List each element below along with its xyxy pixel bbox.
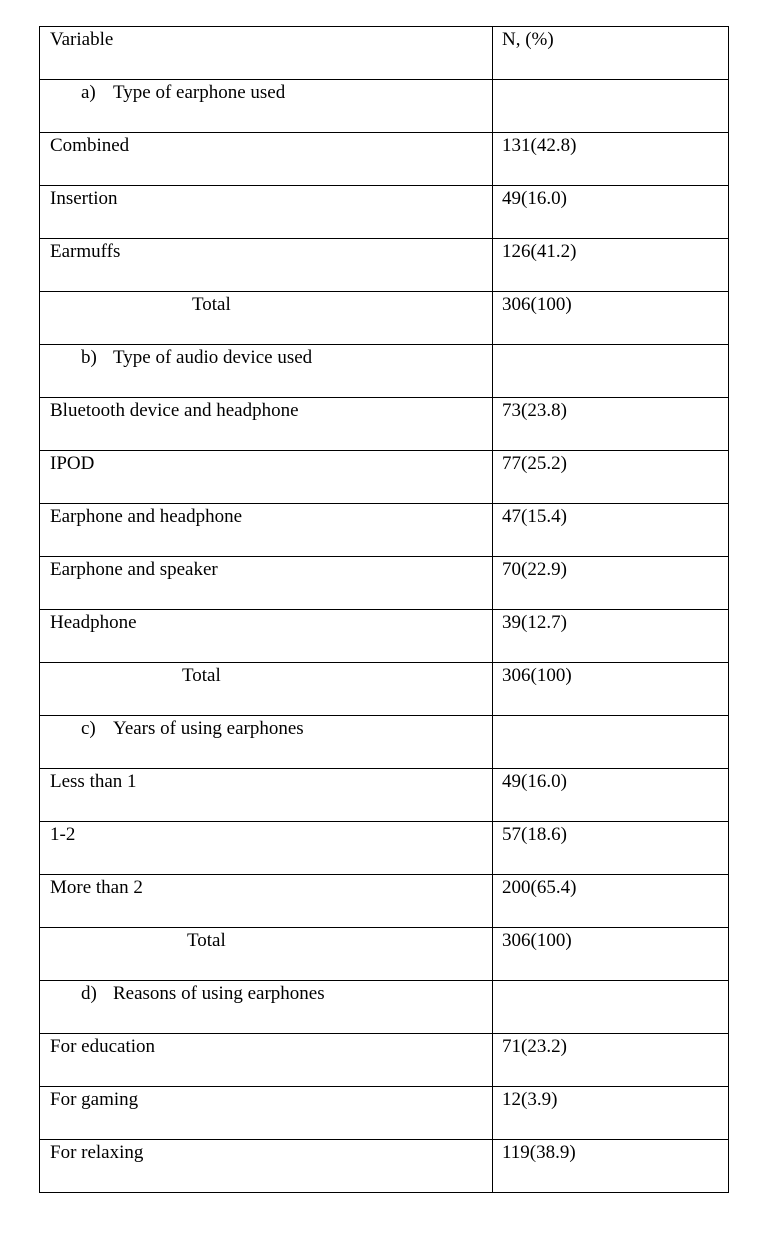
table-row <box>40 875 729 928</box>
row-label-cell <box>40 769 493 822</box>
row-value: 70(22.9) <box>502 559 567 580</box>
total-value-cell <box>493 928 729 981</box>
table-row <box>40 398 729 451</box>
row-label-cell <box>40 504 493 557</box>
section-heading-cell <box>40 981 493 1034</box>
section-heading-value-cell <box>493 80 729 133</box>
section-heading-row <box>40 80 729 133</box>
table-row <box>40 133 729 186</box>
row-value-cell <box>493 610 729 663</box>
section-heading-value <box>493 345 728 347</box>
row-label-cell <box>40 822 493 875</box>
row-label-cell <box>40 133 493 186</box>
row-value-cell <box>493 398 729 451</box>
row-label-cell <box>40 186 493 239</box>
total-value: 306(100) <box>502 294 572 315</box>
row-label: IPOD <box>50 453 95 474</box>
section-title: Reasons of using earphones <box>113 983 325 1004</box>
total-label-cell <box>40 292 493 345</box>
total-row <box>40 928 729 981</box>
row-label: More than 2 <box>50 877 143 898</box>
table-row <box>40 239 729 292</box>
section-heading <box>40 716 492 740</box>
total-value-cell <box>493 663 729 716</box>
section-heading-cell <box>40 80 493 133</box>
section-heading-row <box>40 981 729 1034</box>
row-label-cell <box>40 239 493 292</box>
row-label-cell <box>40 557 493 610</box>
row-label: Bluetooth device and headphone <box>50 400 299 421</box>
row-value: 49(16.0) <box>502 771 567 792</box>
row-label-cell <box>40 875 493 928</box>
table-row <box>40 186 729 239</box>
row-label: For education <box>50 1036 156 1057</box>
header-variable-cell <box>40 27 493 80</box>
row-label: Earphone and speaker <box>50 559 218 580</box>
row-value-cell <box>493 239 729 292</box>
row-label: Less than 1 <box>50 771 137 792</box>
table-row <box>40 610 729 663</box>
row-value: 71(23.2) <box>502 1036 567 1057</box>
row-value: 47(15.4) <box>502 506 567 527</box>
row-value-cell <box>493 769 729 822</box>
row-label: Earphone and headphone <box>50 506 243 527</box>
row-value: 131(42.8) <box>502 135 577 156</box>
row-label: 1-2 <box>50 824 76 845</box>
row-value-cell <box>493 133 729 186</box>
total-label-cell <box>40 663 493 716</box>
section-title: Type of audio device used <box>113 347 313 368</box>
row-label: For relaxing <box>50 1142 144 1163</box>
table-row <box>40 504 729 557</box>
total-value: 306(100) <box>502 665 572 686</box>
row-value: 12(3.9) <box>502 1089 558 1110</box>
row-value: 126(41.2) <box>502 241 577 262</box>
table-body <box>40 27 729 1193</box>
header-row <box>40 27 729 80</box>
section-heading-value <box>493 716 728 718</box>
total-label: Total <box>187 930 226 951</box>
total-label: Total <box>182 665 221 686</box>
row-value-cell <box>493 557 729 610</box>
section-heading-value-cell <box>493 716 729 769</box>
header-variable: Variable <box>50 29 114 50</box>
row-label-cell <box>40 1087 493 1140</box>
table-row <box>40 1140 729 1193</box>
section-heading-cell <box>40 345 493 398</box>
total-value-cell <box>493 292 729 345</box>
section-letter: d) <box>81 983 97 1004</box>
section-letter: b) <box>81 347 97 368</box>
section-title: Years of using earphones <box>113 718 304 739</box>
section-heading-value-cell <box>493 981 729 1034</box>
table-row <box>40 557 729 610</box>
total-label: Total <box>192 294 231 315</box>
earphone-usage-table <box>39 26 729 1193</box>
row-value-cell <box>493 1034 729 1087</box>
row-value-cell <box>493 451 729 504</box>
row-label: Earmuffs <box>50 241 121 262</box>
row-label-cell <box>40 1140 493 1193</box>
section-heading-cell <box>40 716 493 769</box>
row-label: Headphone <box>50 612 137 633</box>
row-value: 73(23.8) <box>502 400 567 421</box>
row-label-cell <box>40 451 493 504</box>
section-letter: c) <box>81 718 96 739</box>
total-label-cell <box>40 928 493 981</box>
row-value-cell <box>493 1087 729 1140</box>
section-heading-row <box>40 716 729 769</box>
section-heading-value-cell <box>493 345 729 398</box>
row-label-cell <box>40 398 493 451</box>
row-label: Insertion <box>50 188 118 209</box>
row-label-cell <box>40 610 493 663</box>
header-value-cell <box>493 27 729 80</box>
total-value: 306(100) <box>502 930 572 951</box>
row-label-cell <box>40 1034 493 1087</box>
section-title: Type of earphone used <box>113 82 286 103</box>
row-value: 119(38.9) <box>502 1142 576 1163</box>
table-row <box>40 1034 729 1087</box>
row-label: For gaming <box>50 1089 139 1110</box>
row-value-cell <box>493 1140 729 1193</box>
section-heading-value <box>493 80 728 82</box>
table-row <box>40 1087 729 1140</box>
section-heading <box>40 981 492 1005</box>
row-value: 200(65.4) <box>502 877 577 898</box>
row-value: 39(12.7) <box>502 612 567 633</box>
row-value: 77(25.2) <box>502 453 567 474</box>
row-label: Combined <box>50 135 130 156</box>
section-heading-value <box>493 981 728 983</box>
row-value-cell <box>493 186 729 239</box>
row-value-cell <box>493 822 729 875</box>
header-value: N, (%) <box>502 29 554 50</box>
section-letter: a) <box>81 82 96 103</box>
total-row <box>40 292 729 345</box>
section-heading <box>40 80 492 104</box>
table-row <box>40 769 729 822</box>
row-value: 49(16.0) <box>502 188 567 209</box>
section-heading-row <box>40 345 729 398</box>
table-row <box>40 451 729 504</box>
row-value-cell <box>493 504 729 557</box>
table-row <box>40 822 729 875</box>
row-value-cell <box>493 875 729 928</box>
total-row <box>40 663 729 716</box>
row-value: 57(18.6) <box>502 824 567 845</box>
section-heading <box>40 345 492 369</box>
